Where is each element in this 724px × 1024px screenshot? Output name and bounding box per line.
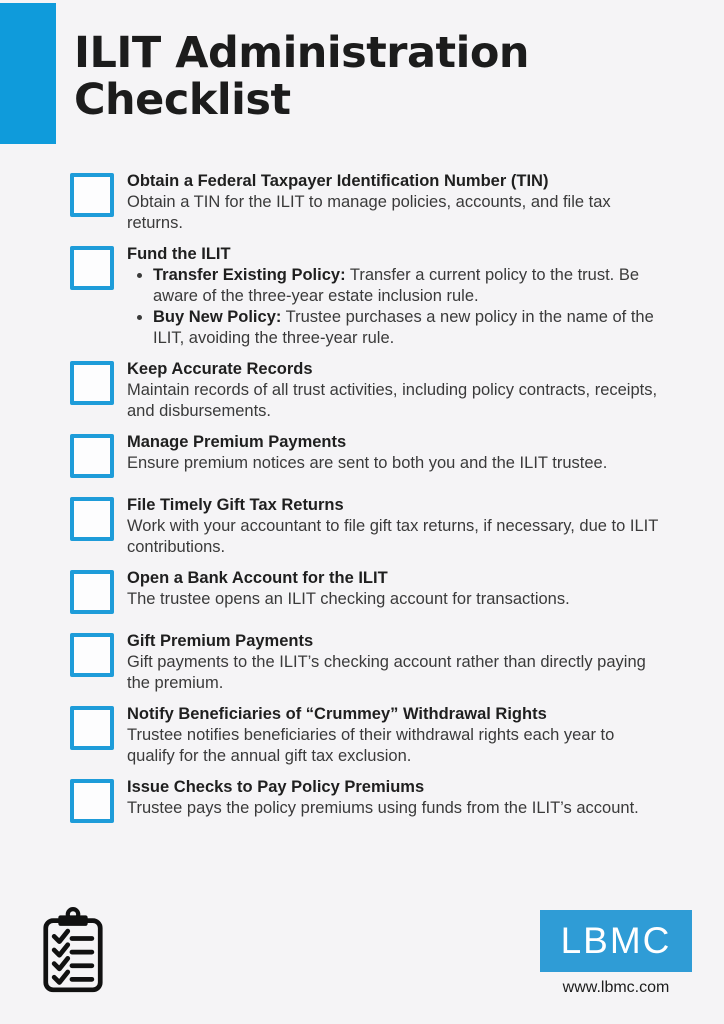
checkbox[interactable] [70, 706, 114, 750]
accent-bar [0, 3, 56, 144]
checkbox[interactable] [70, 497, 114, 541]
checklist [70, 171, 664, 823]
checklist-item-content [127, 777, 639, 819]
bullet-item [153, 307, 664, 349]
checkbox[interactable] [70, 173, 114, 217]
bullet-item [153, 265, 664, 307]
checklist-item-content [127, 171, 664, 234]
checklist-item-title: Issue Checks to Pay Policy Premiums [127, 777, 425, 796]
checklist-item-title: Keep Accurate Records [127, 359, 313, 378]
checklist-item [70, 631, 664, 694]
checklist-item [70, 568, 664, 614]
checklist-item-description: The trustee opens an ILIT checking account for transactions. [127, 589, 570, 608]
checklist-item-content [127, 631, 664, 694]
checklist-item-content [127, 704, 664, 767]
checklist-item-description: Gift payments to the ILIT’s checking account rather than directly paying the premium. [127, 652, 646, 692]
checklist-item-description: Maintain records of all trust activities, including policy contracts, receipts, and disbursements. [127, 380, 658, 420]
checkbox[interactable] [70, 246, 114, 290]
checklist-item-content [127, 244, 664, 349]
checklist-item [70, 171, 664, 234]
checkbox[interactable] [70, 361, 114, 405]
checkbox[interactable] [70, 570, 114, 614]
bullet-text: Transfer a current policy to the trust. Be aware of the three-year estate inclusion rule. [153, 265, 640, 305]
checklist-item [70, 432, 664, 478]
checklist-item-description: Trustee pays the policy premiums using funds from the ILIT’s account. [127, 798, 639, 817]
checkbox[interactable] [70, 779, 114, 823]
checklist-item [70, 704, 664, 767]
checklist-item [70, 495, 664, 558]
checklist-item-title: File Timely Gift Tax Returns [127, 495, 344, 514]
checklist-item-description: Trustee notifies beneficiaries of their withdrawal rights each year to qualify for the annual gift tax exclusion. [127, 725, 615, 765]
checklist-item [70, 359, 664, 422]
checklist-item-content [127, 432, 607, 474]
page-title: ILIT Administration Checklist [74, 28, 529, 126]
bullet-text: Trustee purchases a new policy in the name of the ILIT, avoiding the three-year rule. [153, 307, 654, 347]
checklist-item-title: Notify Beneficiaries of “Crummey” Withdrawal Rights [127, 704, 547, 723]
checkbox[interactable] [70, 434, 114, 478]
checklist-item-title: Open a Bank Account for the ILIT [127, 568, 388, 587]
checklist-item [70, 244, 664, 349]
checklist-item-content [127, 568, 570, 610]
checklist-item-content [127, 359, 664, 422]
checklist-item-description: Ensure premium notices are sent to both you and the ILIT trustee. [127, 453, 608, 472]
checklist-item-description: Work with your accountant to file gift tax returns, if necessary, due to ILIT contributions. [127, 516, 658, 556]
checklist-item-title: Manage Premium Payments [127, 432, 347, 451]
website-link[interactable]: www.lbmc.com [562, 979, 670, 996]
checkbox[interactable] [70, 633, 114, 677]
checklist-item-title: Obtain a Federal Taxpayer Identification Number (TIN) [127, 171, 549, 190]
checklist-item-title: Fund the ILIT [127, 244, 231, 263]
clipboard-checklist-icon [40, 906, 106, 994]
checklist-item-title: Gift Premium Payments [127, 631, 314, 650]
lbmc-logo [540, 910, 692, 997]
checklist-item [70, 777, 664, 823]
bullet-lead: Buy New Policy: [153, 307, 282, 326]
checklist-item-bullets [127, 265, 664, 349]
lbmc-logo-box [540, 910, 692, 972]
checklist-item-description: Obtain a TIN for the ILIT to manage policies, accounts, and file tax returns. [127, 192, 611, 232]
checklist-item-content [127, 495, 664, 558]
bullet-lead: Transfer Existing Policy: [153, 265, 346, 284]
lbmc-logo-text: LBMC [560, 920, 672, 961]
